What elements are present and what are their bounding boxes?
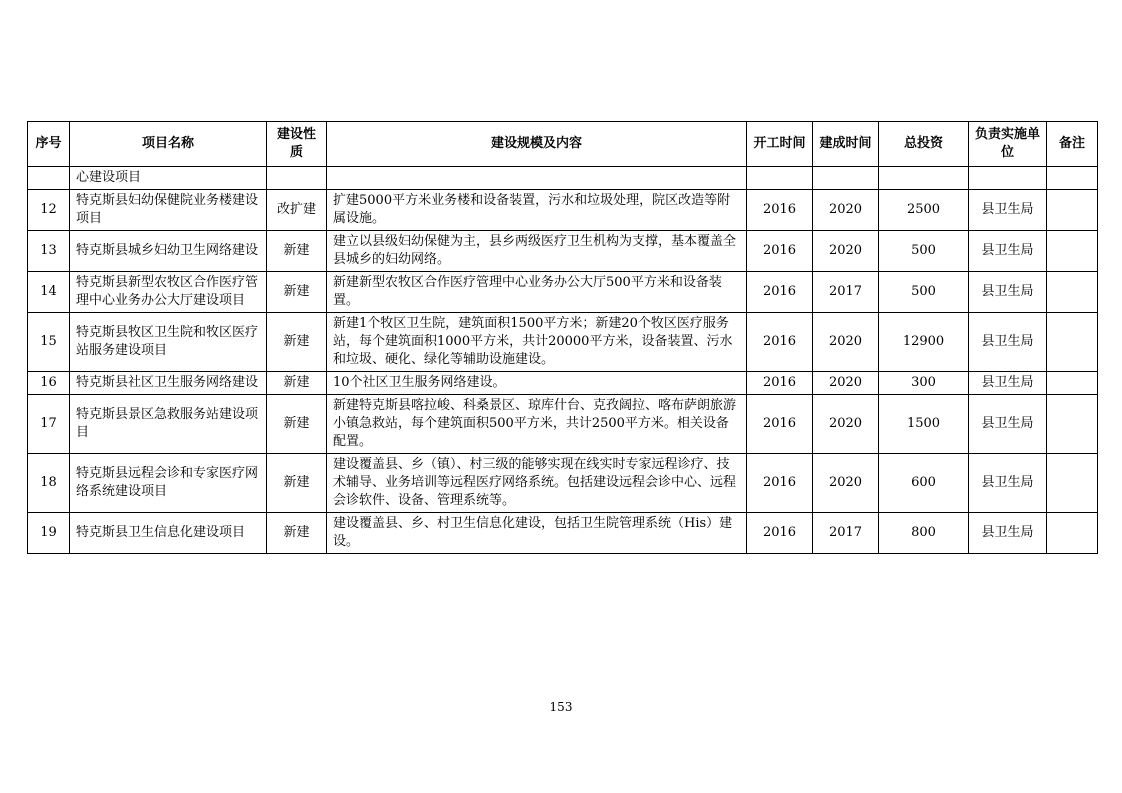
cell-end: 2020	[813, 395, 879, 454]
header-row	[28, 122, 1098, 167]
cell-name: 特克斯县远程会诊和专家医疗网络系统建设项目	[70, 454, 267, 513]
cell-content: 建立以县级妇幼保健为主，县乡两级医疗卫生机构为支撑，基本覆盖全县城乡的妇幼网络。	[327, 231, 747, 272]
cell-investment: 300	[879, 372, 969, 395]
cell-start: 2016	[747, 372, 813, 395]
cell-no: 13	[28, 231, 70, 272]
header-cell: 备注	[1047, 122, 1098, 167]
table-row	[28, 190, 1098, 231]
header-cell: 项目名称	[70, 122, 267, 167]
cell-no: 12	[28, 190, 70, 231]
cell-content: 扩建5000平方米业务楼和设备装置，污水和垃圾处理，院区改造等附属设施。	[327, 190, 747, 231]
cell-content	[327, 167, 747, 190]
cell-investment: 1500	[879, 395, 969, 454]
cell-investment: 500	[879, 231, 969, 272]
cell-note	[1047, 454, 1098, 513]
cell-no: 18	[28, 454, 70, 513]
table-row-continuation	[28, 167, 1098, 190]
cell-unit	[969, 167, 1047, 190]
cell-note	[1047, 190, 1098, 231]
table-row	[28, 454, 1098, 513]
header-cell: 建成时间	[813, 122, 879, 167]
cell-note	[1047, 167, 1098, 190]
cell-investment	[879, 167, 969, 190]
cell-start	[747, 167, 813, 190]
header-cell: 总投资	[879, 122, 969, 167]
cell-name: 特克斯县牧区卫生院和牧区医疗站服务建设项目	[70, 313, 267, 372]
project-table	[27, 121, 1098, 554]
cell-name: 特克斯县新型农牧区合作医疗管理中心业务办公大厅建设项目	[70, 272, 267, 313]
cell-name: 特克斯县社区卫生服务网络建设	[70, 372, 267, 395]
cell-start: 2016	[747, 272, 813, 313]
cell-no: 15	[28, 313, 70, 372]
cell-no: 16	[28, 372, 70, 395]
cell-nature: 新建	[267, 313, 327, 372]
header-cell: 负责实施单位	[969, 122, 1047, 167]
cell-name: 特克斯县城乡妇幼卫生网络建设	[70, 231, 267, 272]
cell-nature: 新建	[267, 272, 327, 313]
cell-end: 2017	[813, 513, 879, 554]
cell-nature: 新建	[267, 231, 327, 272]
header-cell: 建设规模及内容	[327, 122, 747, 167]
table-row	[28, 272, 1098, 313]
table-row	[28, 313, 1098, 372]
cell-content: 建设覆盖县、乡（镇）、村三级的能够实现在线实时专家远程诊疗、技术辅导、业务培训等远程医疗网络系统。包括建设远程会诊中心、远程会诊软件、设备、管理系统等。	[327, 454, 747, 513]
cell-content: 新建新型农牧区合作医疗管理中心业务办公大厅500平方米和设备装置。	[327, 272, 747, 313]
cell-start: 2016	[747, 513, 813, 554]
cell-end: 2020	[813, 231, 879, 272]
cell-nature: 新建	[267, 395, 327, 454]
cell-unit: 县卫生局	[969, 190, 1047, 231]
cell-investment: 12900	[879, 313, 969, 372]
cell-end: 2020	[813, 313, 879, 372]
cell-no: 17	[28, 395, 70, 454]
cell-unit: 县卫生局	[969, 313, 1047, 372]
cell-start: 2016	[747, 313, 813, 372]
table-row	[28, 372, 1098, 395]
cell-no	[28, 167, 70, 190]
cell-nature	[267, 167, 327, 190]
cell-nature: 新建	[267, 372, 327, 395]
cell-unit: 县卫生局	[969, 272, 1047, 313]
cell-no: 14	[28, 272, 70, 313]
cell-unit: 县卫生局	[969, 454, 1047, 513]
cell-nature: 改扩建	[267, 190, 327, 231]
cell-name: 特克斯县卫生信息化建设项目	[70, 513, 267, 554]
cell-end: 2020	[813, 190, 879, 231]
table-row	[28, 231, 1098, 272]
cell-unit: 县卫生局	[969, 372, 1047, 395]
cell-note	[1047, 513, 1098, 554]
cell-content: 10个社区卫生服务网络建设。	[327, 372, 747, 395]
cell-name: 特克斯县景区急救服务站建设项目	[70, 395, 267, 454]
cell-content: 新建1个牧区卫生院，建筑面积1500平方米；新建20个牧区医疗服务站，每个建筑面积1000平方米，共计20000平方米，设备装置、污水和垃圾、硬化、绿化等辅助设施建设。	[327, 313, 747, 372]
cell-start: 2016	[747, 231, 813, 272]
cell-note	[1047, 372, 1098, 395]
cell-note	[1047, 272, 1098, 313]
header-cell: 序号	[28, 122, 70, 167]
header-cell: 建设性质	[267, 122, 327, 167]
cell-note	[1047, 395, 1098, 454]
cell-content: 建设覆盖县、乡、村卫生信息化建设，包括卫生院管理系统（His）建设。	[327, 513, 747, 554]
cell-nature: 新建	[267, 513, 327, 554]
cell-name: 心建设项目	[70, 167, 267, 190]
cell-end	[813, 167, 879, 190]
cell-note	[1047, 313, 1098, 372]
cell-no: 19	[28, 513, 70, 554]
table-row	[28, 513, 1098, 554]
cell-investment: 800	[879, 513, 969, 554]
cell-start: 2016	[747, 454, 813, 513]
cell-end: 2017	[813, 272, 879, 313]
cell-name: 特克斯县妇幼保健院业务楼建设项目	[70, 190, 267, 231]
cell-start: 2016	[747, 395, 813, 454]
cell-note	[1047, 231, 1098, 272]
page-number: 153	[549, 700, 573, 714]
cell-investment: 600	[879, 454, 969, 513]
header-cell: 开工时间	[747, 122, 813, 167]
cell-start: 2016	[747, 190, 813, 231]
cell-unit: 县卫生局	[969, 395, 1047, 454]
cell-content: 新建特克斯县喀拉峻、科桑景区、琼库什台、克孜阔拉、喀布萨朗旅游小镇急救站，每个建筑面积500平方米，共计2500平方米。相关设备配置。	[327, 395, 747, 454]
cell-investment: 2500	[879, 190, 969, 231]
cell-unit: 县卫生局	[969, 231, 1047, 272]
cell-end: 2020	[813, 372, 879, 395]
table-row	[28, 395, 1098, 454]
cell-investment: 500	[879, 272, 969, 313]
cell-unit: 县卫生局	[969, 513, 1047, 554]
cell-end: 2020	[813, 454, 879, 513]
cell-nature: 新建	[267, 454, 327, 513]
